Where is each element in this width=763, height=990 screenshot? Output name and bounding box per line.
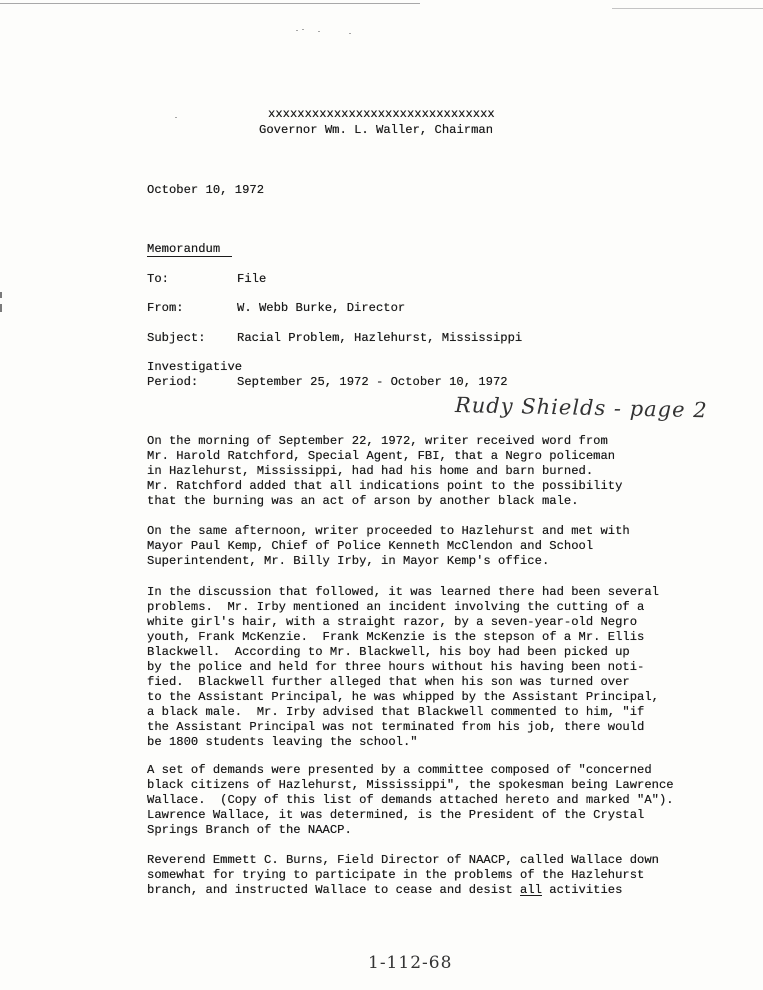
memo-subject-value: Racial Problem, Hazlehurst, Mississippi [237,331,523,345]
memo-period-row [147,375,508,390]
memo-to-value: File [237,272,267,286]
memo-title-wrap [147,242,232,257]
memo-period-value: September 25, 1972 - October 10, 1972 [237,375,508,389]
memo-subject-row [147,331,522,346]
memo-date: October 10, 1972 [147,183,265,197]
memo-from-value: W. Webb Burke, Director [237,301,406,315]
addressee-line: Governor Wm. L. Waller, Chairman [259,123,494,137]
scan-edge-mark [0,304,2,312]
handwritten-file-number: 1-112-68 [368,953,453,973]
scan-edge-line [612,8,763,9]
memo-title: Memorandum [147,242,232,257]
body-paragraph-5-text: Reverend Emmett C. Burns, Field Director of NAACP, called Wallace down somewhat for trying to participate in the problems of the Hazlehurst branch, and instructed Wallace to cease and desist [147,853,659,897]
memo-period-label-line1: Investigative [147,360,243,374]
scan-speck [318,31,320,32]
body-paragraph-3: In the discussion that followed, it was learned there had been several problems. Mr. Irby mentioned an incident involving the cutting of a white girl's hair, with a straight razor, by a seven-year-old Negro youth, Frank McKenzie. Frank McKenzie is the stepson of a Mr. Ellis Blackwell. According to Mr. Blackwell, his boy had been picked up by the police and held for three hours without his having been noti- fied. Blackwell further alleged that when his son was turned over to the Assistant Principal, he was whipped by the Assistant Principal, a black male. Mr. Irby advised that Blackwell commented to him, "if the Assistant Principal was not terminated from his job, there would be 1800 students leaving the school." [147,585,659,749]
underlined-word: all [520,883,542,897]
scan-speck [349,33,351,34]
body-paragraph-1: On the morning of September 22, 1972, writer received word from Mr. Harold Ratchford, Special Agent, FBI, that a Negro policeman in Hazlehurst, Mississippi, had had his home and barn burned. Mr. Ratchford added that all indications point to the possibility that the burning was an act of arson by another black male. [147,434,623,508]
memo-subject-label: Subject: [147,331,206,345]
redacted-line: xxxxxxxxxxxxxxxxxxxxxxxxxxxxxxx [268,107,495,121]
memo-period-label: Period: [147,375,199,389]
memo-from-label: From: [147,301,184,315]
memo-to-label: To: [147,272,169,286]
scan-speck [175,117,177,118]
body-paragraph-5 [147,853,659,898]
scan-speck [296,30,298,31]
body-paragraph-4: A set of demands were presented by a committee composed of "concerned black citizens of Hazlehurst, Mississippi", the spokesman being Lawrence Wallace. (Copy of this list of demands attached hereto and marked "A"). Lawrence Wallace, it was determined, is the President of the Crystal Springs Branch of the NAACP. [147,763,674,837]
scan-speck [302,29,304,30]
body-paragraph-5-tail: activities [541,883,623,897]
handwritten-annotation: Rudy Shields - page 2 [454,393,708,423]
memo-from-row [147,301,405,316]
scan-edge-line [0,3,420,4]
body-paragraph-2: On the same afternoon, writer proceeded to Hazlehurst and met with Mayor Paul Kemp, Chief of Police Kenneth McClendon and School Superintendent, Mr. Billy Irby, in Mayor Kemp's office. [147,524,630,568]
scan-edge-mark [0,292,2,298]
memo-to-row [147,272,266,287]
